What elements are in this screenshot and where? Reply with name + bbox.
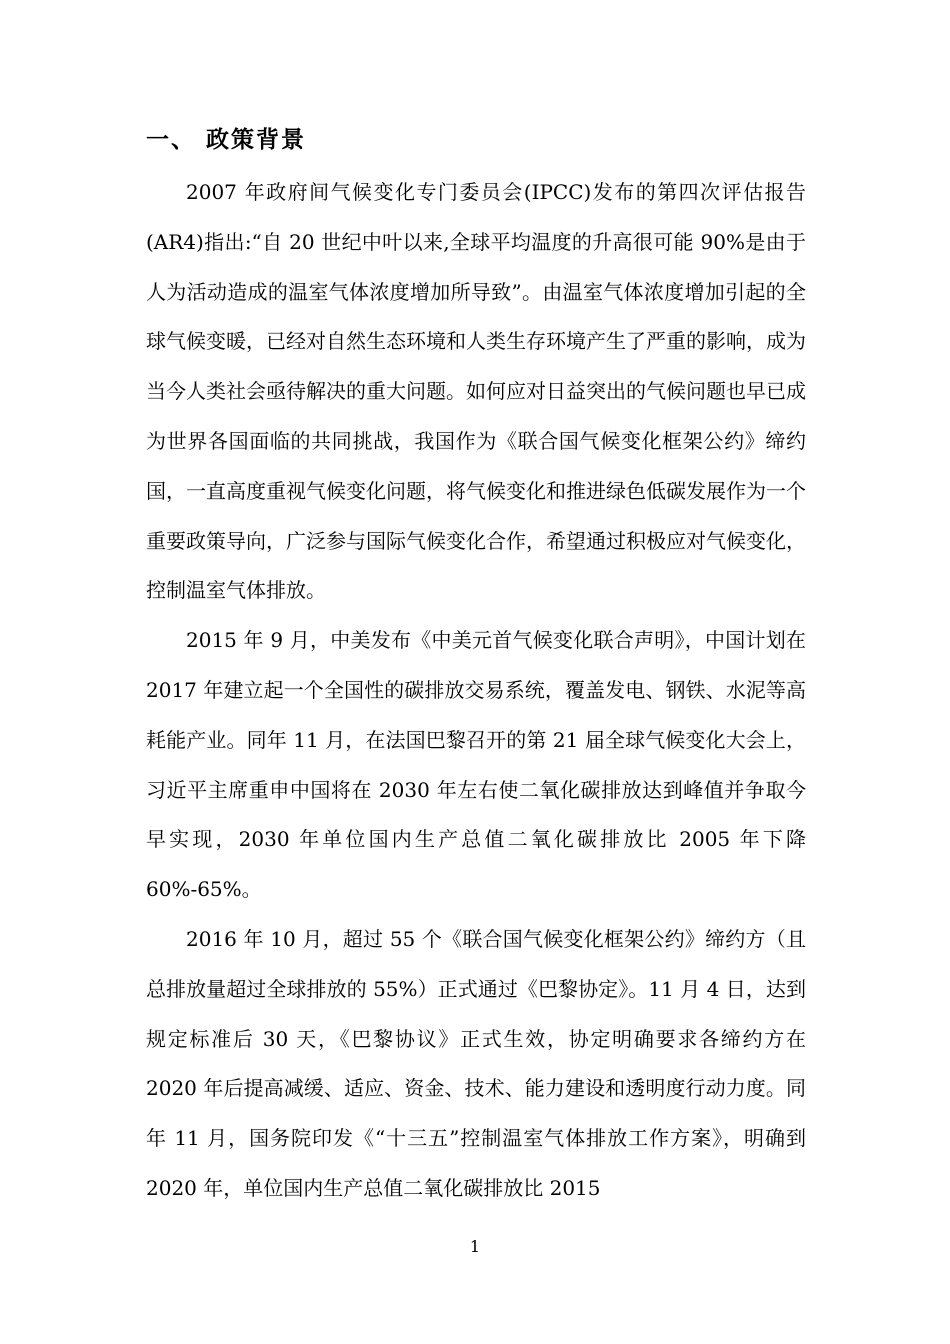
section-heading: 一、 政策背景: [146, 126, 307, 153]
paragraph-paris-agreement: 2016 年 10 月，超过 55 个《联合国气候变化框架公约》缔约方（且总排放量超过全球排放的 55%）正式通过《巴黎协定》。11 月 4 日，达到规定标准后 30 天，《巴黎协议》正式生效，协定明确要求各缔约方在 2020 年后提高减缓、适应、资金、技术、能力建设和透明度行动力度。同年 11 月，国务院印发《“十三五”控制温室气体排放工作方案》，明确到 2020 年，单位国内生产总值二氧化碳排放比 2015: [146, 926, 806, 1200]
paragraph-us-china-statement: 2015 年 9 月，中美发布《中美元首气候变化联合声明》，中国计划在 2017 年建立起一个全国性的碳排放交易系统，覆盖发电、钢铁、水泥等高耗能产业。同年 11 月，在法国巴黎召开的第 21 届全球气候变化大会上，习近平主席重申中国将在 2030 年左右使二氧化碳排放达到峰值并争取今早实现，2030 年单位国内生产总值二氧化碳排放比 2005 年下降 60%-65%。: [146, 628, 806, 902]
body-text: [146, 168, 806, 1214]
paragraph-ipcc-background: 2007 年政府间气候变化专门委员会(IPCC)发布的第四次评估报告(AR4)指出:“自 20 世纪中叶以来,全球平均温度的升高很可能 90%是由于人为活动造成的温室气体浓度增加所导致”。由温室气体浓度增加引起的全球气候变暖，已经对自然生态环境和人类生存环境产生了严重的影响，成为当今人类社会亟待解决的重大问题。如何应对日益突出的气候问题也早已成为世界各国面临的共同挑战，我国作为《联合国气候变化框架公约》缔约国，一直高度重视气候变化问题，将气候变化和推进绿色低碳发展作为一个重要政策导向，广泛参与国际气候变化合作，希望通过积极应对气候变化，控制温室气体排放。: [146, 180, 806, 603]
page-number: 1: [469, 1237, 481, 1256]
